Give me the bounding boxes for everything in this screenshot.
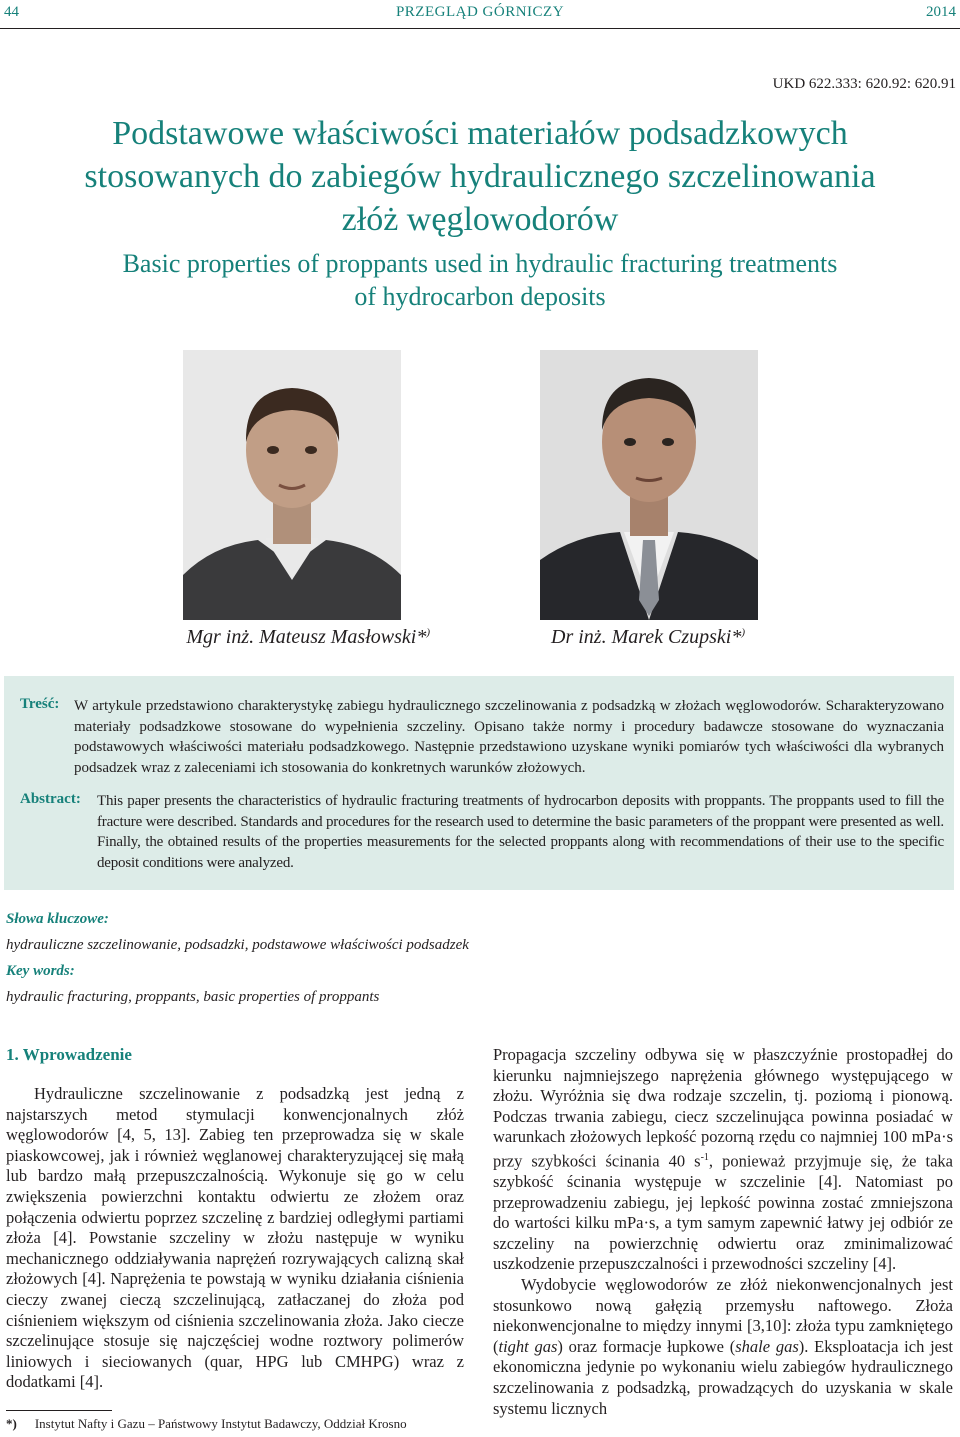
footnote-mark: *) <box>6 1416 17 1431</box>
section-heading: 1. Wprowadzenie <box>6 1045 132 1064</box>
body-column-left <box>6 1084 464 1393</box>
term-tight-gas: tight gas <box>498 1336 558 1356</box>
author-2-name: Dr inż. Marek Czupski* <box>551 626 742 648</box>
text-run: , ponieważ przyjmuje się, że taka szybkość ścinania występuje w szczelinie [4]. Natomiast po przeprowadzeniu zabiegu, jej lepkość powinna zostać zmniejszona do wartości kilku mPa·s, a tym samym zapewnić łatwy jej odbiór ze szczeliny na powierzchnię odwiertu oraz zminimalizować uszkodzenie przepuszczalności i przewodności szczeliny [4]. <box>493 1151 953 1274</box>
title-english-line: of hydrocarbon deposits <box>354 282 606 311</box>
author-photo <box>540 350 758 620</box>
keywords-pl-label: Słowa kluczowe: <box>6 911 109 927</box>
page-number: 44 <box>4 4 19 20</box>
ukd-classification: UKD 622.333: 620.92: 620.91 <box>772 76 956 92</box>
journal-name: PRZEGLĄD GÓRNICZY <box>395 4 565 20</box>
keywords-en-text: hydraulic fracturing, proppants, basic properties of proppants <box>6 989 380 1005</box>
text-run: Wydobycie węglowodorów ze złóż niekonwencjonalnych jest stosunkowo nową gałęzią przemysłu naftowego. Złoża niekonwencjonalne to między innymi [3,10]: złoża typu zamkniętego ( <box>493 1275 953 1356</box>
author-2-mark: ) <box>741 626 746 639</box>
text-run: ) oraz formacje łupkowe ( <box>557 1336 736 1356</box>
text-run: ). Eksploatacja ich jest ekonomiczna jedynie po wykonaniu wielu zabiegów hydraulicznego szczelinowania z podsadzką, prowadzących do uzyskania w skale systemu licznych <box>493 1336 953 1418</box>
body-paragraph <box>493 1045 953 1275</box>
tresc-label: Treść: <box>20 696 60 712</box>
keywords-block <box>6 906 946 1010</box>
abstract-text: This paper presents the characteristics of hydraulic fracturing treatments of hydrocarbon deposits with proppants. The proppants used to fill the fracture were described. Standards and procedures for the research used to determine the basic parameters of the proppant were presented as well. Finally, the obtained results of the properties measurements for the selected proppants along with recommendations of their use to the specific deposit conditions were analyzed. <box>97 793 944 871</box>
title-polish-line: złóż węglowodorów <box>341 201 619 238</box>
title-english <box>0 247 960 313</box>
author-2-caption <box>551 626 745 649</box>
author-1-caption <box>186 626 430 649</box>
body-column-right <box>493 1045 953 1419</box>
title-english-line: Basic properties of proppants used in hydraulic fracturing treatments <box>122 249 838 278</box>
term-shale-gas: shale gas <box>735 1336 799 1356</box>
journal-year: 2014 <box>926 4 956 20</box>
title-polish-line: stosowanych do zabiegów hydraulicznego szczelinowania <box>84 158 876 195</box>
author-1-name: Mgr inż. Mateusz Masłowski* <box>186 626 427 648</box>
title-polish <box>0 112 960 241</box>
tresc-text: W artykule przedstawiono charakterystykę zabiegu hydraulicznego szczelinowania z podsadzką w złożach węglowodorów. Scharakteryzowano materiały podsadzkowe stosowane do wypełnienia szczeliny. Opisano także normy i procedury badawcze stosowane do wyznaczania podstawowych właściwości materiału podsadzkowego. Następnie przedstawiono uzyskane wyniki pomiarów tych właściwości dla wybranych podsadzek wraz z zaleceniami ich stosowania do konkretnych warunków złożowych. <box>74 698 944 776</box>
body-paragraph: Hydrauliczne szczelinowanie z podsadzką jest jedną z najstarszych metod stymulacji konwencjonalnych złóż węglowodorów [4, 5, 13]. Zabieg ten przeprowadza się w skale piaskowcowej, jak i również węglanowej charakteryzującej się małą lub bardzo małą przepuszczalnością. Wykonuje się go w celu zwiększenia powierzchni kontaktu odwiertu ze złożem oraz połączenia odwiertu poprzez szczelinę z bardziej odległymi partiami złoża [4]. Powstanie szczeliny w złożu następuje w wyniku mechanicznego oddziaływania naprężeń rozrywających calizną skał złożowych [4]. Naprężenia te powstają w wyniku działania ciśnienia cieczy zwanej cieczą szczelinującą, zatłaczanej do złoża pod ciśnieniem większym od ciśnienia szczelinowania złoża. Jako ciecze szczelinujące stosuje się najczęściej wodne roztwory polimerów liniowych i sieciowanych (quar, HPG lub CMHPG) wraz z dodatkami [4]. <box>6 1084 464 1392</box>
title-polish-line: Podstawowe właściwości materiałów podsadzkowych <box>112 115 848 152</box>
author-1-mark: ) <box>426 626 430 639</box>
abstract-box <box>4 676 954 890</box>
author-photo <box>183 350 401 620</box>
abstract-label: Abstract: <box>20 791 81 807</box>
keywords-pl-text: hydrauliczne szczelinowanie, podsadzki, podstawowe właściwości podsadzek <box>6 937 469 953</box>
keywords-en-label: Key words: <box>6 963 75 979</box>
superscript: -1 <box>700 1151 709 1163</box>
footnote <box>6 1416 407 1432</box>
running-header <box>0 0 960 29</box>
text-run: Propagacja szczeliny odbywa się w płaszczyźnie prostopadłej do kierunku najmniejszego naprężenia głównego występującego w złożu. Wyróżnia się dwa rodzaje szczelin, tj. poziomą i pionową. Podczas trwania zabiegu, ciecz szczelinująca powinna posiadać w warunkach złożowych lepkość pozorną rzędu co najmniej 100 mPa·s przy szybkości ścinania 40 s <box>493 1045 953 1171</box>
footnote-text: Instytut Nafty i Gazu – Państwowy Instytut Badawczy, Oddział Krosno <box>34 1416 407 1431</box>
footnote-rule <box>6 1410 112 1411</box>
body-paragraph <box>493 1275 953 1419</box>
